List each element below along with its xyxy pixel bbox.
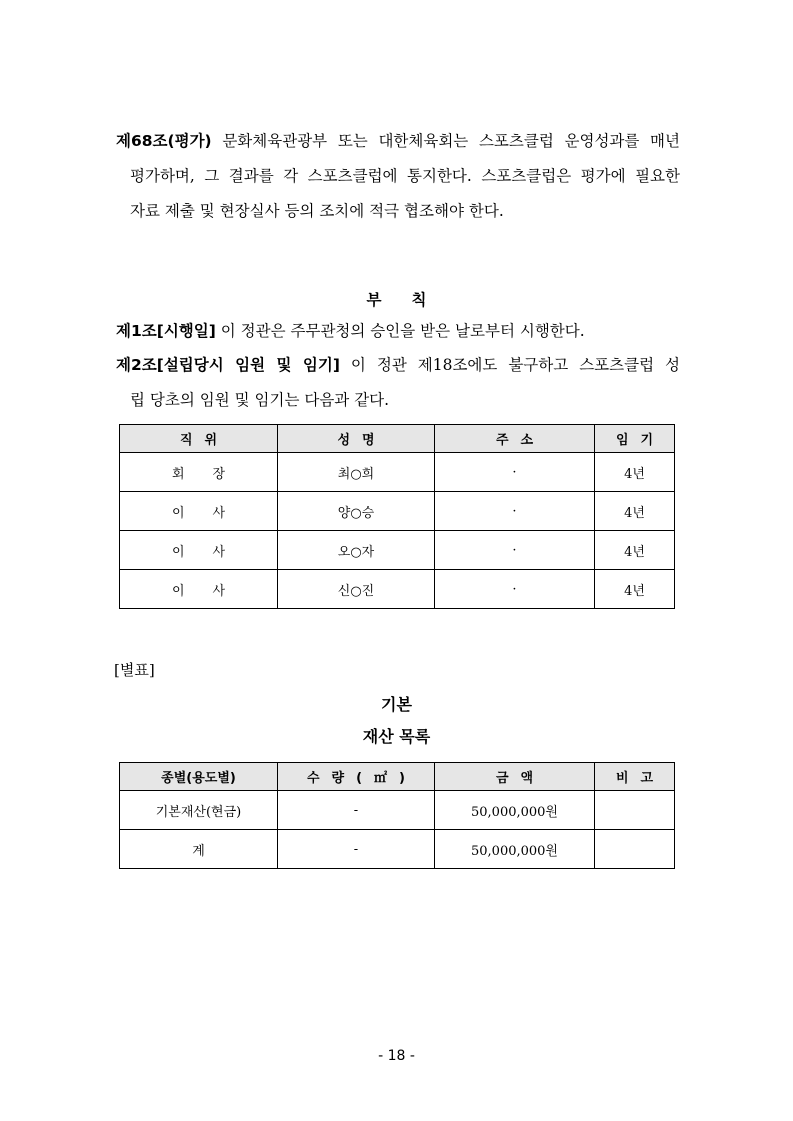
article-68-text1: 문화체육관광부 또는 대한체육회는 스포츠클럽 운영성과를 매년 [222, 132, 680, 150]
officer-position: 이사 [120, 531, 278, 570]
officer-name: 신○진 [278, 570, 435, 609]
annex-title-line2: 재산 목록 [362, 727, 431, 746]
asset-type: 계 [120, 830, 278, 869]
officer-position: 이사 [120, 570, 278, 609]
officer-name: 최○희 [278, 453, 435, 492]
article-2-line1 [116, 348, 680, 383]
article-2-heading: 제2조[설립당시 임원 및 임기] [116, 356, 340, 374]
table-row [120, 791, 675, 830]
assets-header-type: 종별(용도별) [120, 763, 278, 791]
officer-term: 4년 [595, 492, 675, 531]
assets-header-amount: 금액 [435, 763, 595, 791]
supplementary-article-1 [116, 314, 680, 349]
assets-header-quantity: 수량(㎡) [278, 763, 435, 791]
officers-header-row [120, 425, 675, 453]
article-1-text: 이 정관은 주무관청의 승인을 받은 날로부터 시행한다. [220, 322, 585, 340]
asset-note [595, 791, 675, 830]
assets-header-note: 비고 [595, 763, 675, 791]
page-number: - 18 - [378, 1048, 415, 1064]
officer-address: · [435, 453, 595, 492]
article-68-line1 [116, 124, 680, 159]
asset-amount: 50,000,000원 [435, 830, 595, 869]
officer-term: 4년 [595, 570, 675, 609]
article-2-line2: 립 당초의 임원 및 임기는 다음과 같다. [130, 391, 390, 409]
article-68-line2: 평가하며, 그 결과를 각 스포츠클럽에 통지한다. 스포츠클럽은 평가에 필요한 [130, 167, 680, 185]
officers-header-position: 직위 [120, 425, 278, 453]
officer-address: · [435, 492, 595, 531]
asset-amount: 50,000,000원 [435, 791, 595, 830]
table-row [120, 453, 675, 492]
officer-address: · [435, 570, 595, 609]
table-row [120, 531, 675, 570]
annex-title-line1: 기본 [381, 695, 412, 714]
annex-label: [별표] [114, 661, 155, 679]
asset-quantity: - [278, 830, 435, 869]
officers-header-name: 성명 [278, 425, 435, 453]
asset-quantity: - [278, 791, 435, 830]
officers-header-term: 임기 [595, 425, 675, 453]
table-row [120, 570, 675, 609]
assets-header-row [120, 763, 675, 791]
article-1-heading: 제1조[시행일] [116, 322, 216, 340]
officer-term: 4년 [595, 531, 675, 570]
table-row [120, 492, 675, 531]
article-68-line3: 자료 제출 및 현장실사 등의 조치에 적극 협조해야 한다. [130, 202, 504, 220]
supplementary-title: 부칙 [366, 291, 457, 309]
officer-term: 4년 [595, 453, 675, 492]
table-row [120, 830, 675, 869]
article-68 [116, 124, 680, 229]
officers-header-address: 주소 [435, 425, 595, 453]
asset-note [595, 830, 675, 869]
officer-position: 이사 [120, 492, 278, 531]
officer-position: 회장 [120, 453, 278, 492]
officers-table [119, 424, 675, 609]
asset-type: 기본재산(현금) [120, 791, 278, 830]
supplementary-article-2 [116, 348, 680, 418]
officer-address: · [435, 531, 595, 570]
article-68-heading: 제68조(평가) [116, 132, 212, 150]
officer-name: 양○승 [278, 492, 435, 531]
officer-name: 오○자 [278, 531, 435, 570]
assets-table [119, 762, 675, 869]
article-2-text1: 이 정관 제18조에도 불구하고 스포츠클럽 성 [350, 356, 680, 374]
